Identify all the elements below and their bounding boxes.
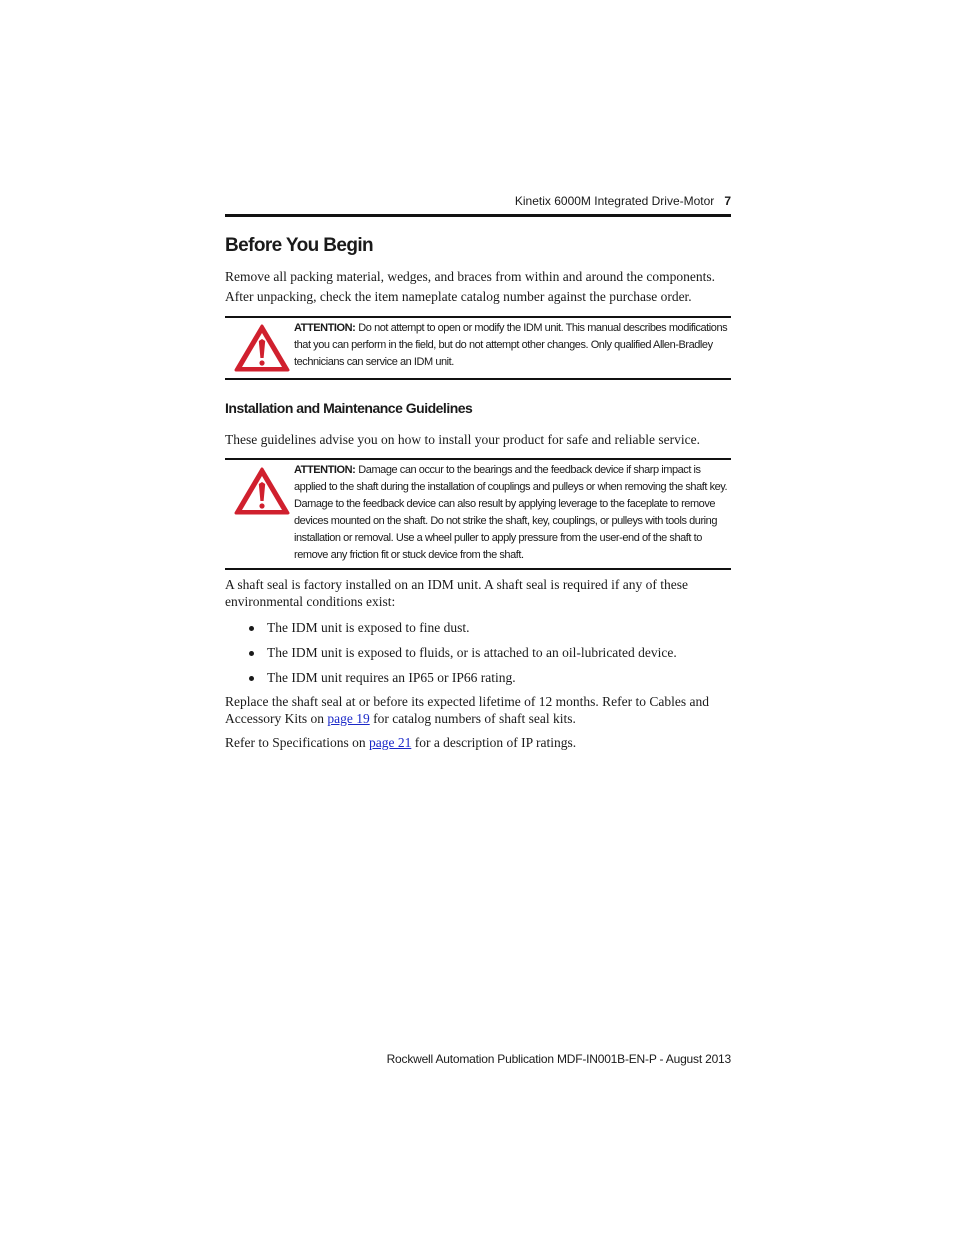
section-title: Before You Begin: [225, 235, 374, 256]
attention-label-1: ATTENTION:: [294, 322, 356, 334]
attention-box-1: [225, 316, 731, 380]
running-header: [225, 193, 731, 209]
page-number: 7: [724, 194, 731, 208]
attention-body-2: Damage can occur to the bearings and the feedback device if sharp impact is applied to the shaft during the installation of couplings and pulleys or when removing the shaft key. Damage to the feedback device can also result by applying leverage to the faceplate to remove devices mounted on the shaft. Do not strike the shaft, key, couplings, or pulleys with tools during installation or removal. Use a wheel puller to apply pressure from the user-end of the shaft to remove any friction fit or stuck device from the shaft.: [294, 464, 728, 561]
page-21-link[interactable]: page 21: [368, 735, 412, 750]
page-19-link[interactable]: page 19: [327, 711, 370, 726]
bullet-icon: [249, 651, 254, 656]
header-rule: [225, 214, 731, 217]
section-intro: Remove all packing material, wedges, and braces from within and around the components. After unpacking, check the item nameplate catalog number against the purchase order.: [225, 269, 715, 304]
list-item: The IDM unit requires an IP65 or IP66 rating.: [225, 668, 731, 693]
bullet-icon: [249, 626, 254, 631]
spec-paragraph: Refer to Specifications on page 21 for a description of IP ratings.: [225, 735, 577, 750]
list-item: The IDM unit is exposed to fine dust.: [225, 618, 731, 643]
bullet-icon: [249, 676, 254, 681]
subsection-title: Installation and Maintenance Guidelines: [225, 400, 473, 416]
attention-text-1: [294, 320, 731, 371]
list-item: The IDM unit is exposed to fluids, or is attached to an oil-lubricated device.: [225, 643, 731, 668]
attention-label-2: ATTENTION:: [294, 464, 356, 476]
condition-list: [225, 618, 731, 693]
shaft-seal-intro: A shaft seal is factory installed on an IDM unit. A shaft seal is required if any of these environmental conditions exist:: [225, 577, 689, 609]
attention-box-2: [225, 458, 731, 570]
warning-triangle-icon: [234, 323, 290, 373]
footer-publication: Rockwell Automation Publication MDF-IN001B-EN-P - August 2013: [386, 1052, 731, 1066]
warning-triangle-icon: [234, 466, 290, 516]
attention-body-1: Do not attempt to open or modify the IDM unit. This manual describes modifications that you can perform in the field, but do not attempt other changes. Only qualified Allen-Bradley technicians can service an IDM unit.: [294, 322, 728, 368]
attention-text-2: [294, 462, 731, 564]
replace-paragraph: Replace the shaft seal at or before its expected lifetime of 12 months. Refer to Cables and Accessory Kits on page 19 for catalog numbers of shaft seal kits.: [225, 694, 709, 726]
running-header-title: Kinetix 6000M Integrated Drive-Motor: [514, 194, 715, 208]
subsection-intro: These guidelines advise you on how to install your product for safe and reliable service.: [225, 432, 700, 447]
